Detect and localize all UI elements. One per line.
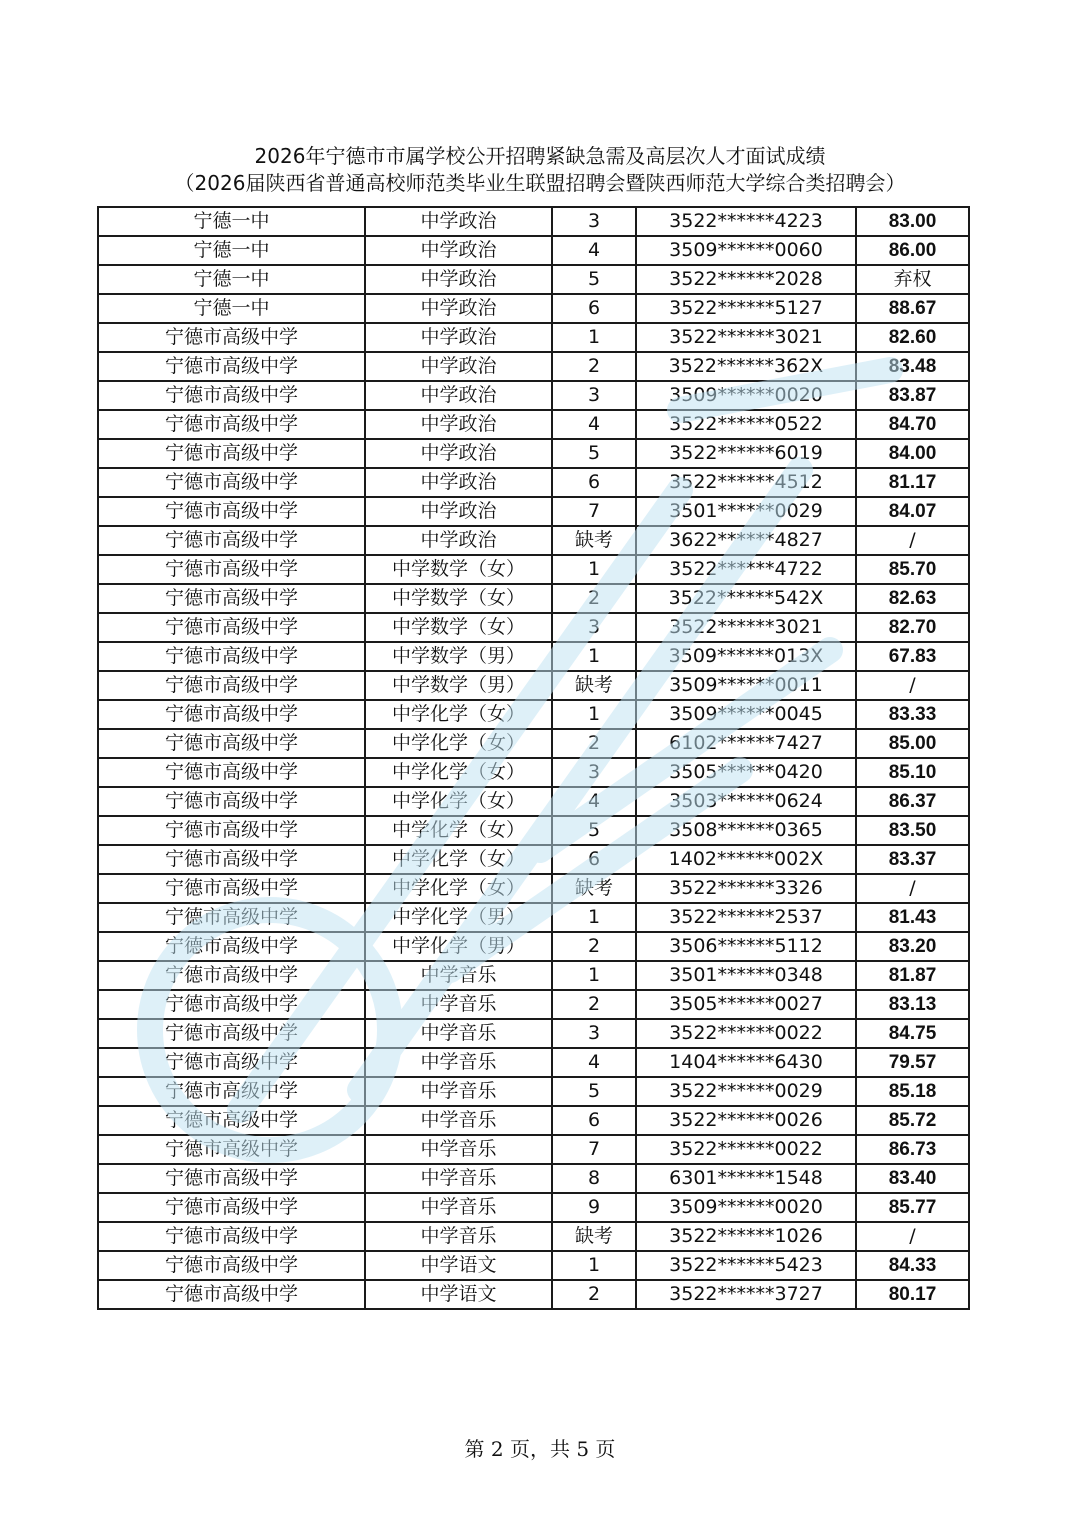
table-row: [98, 1077, 969, 1106]
cell-id-number: 3522******0522: [636, 410, 856, 439]
cell-score: /: [856, 874, 969, 903]
cell-subject: 中学政治: [365, 294, 552, 323]
table-row: [98, 990, 969, 1019]
cell-score: 83.87: [856, 381, 969, 410]
cell-subject: 中学音乐: [365, 1135, 552, 1164]
table-row: [98, 1019, 969, 1048]
cell-number: 缺考: [552, 874, 636, 903]
cell-school: 宁德市高级中学: [98, 700, 365, 729]
cell-number: 3: [552, 207, 636, 236]
cell-subject: 中学化学（女）: [365, 874, 552, 903]
cell-school: 宁德市高级中学: [98, 1164, 365, 1193]
cell-id-number: 6102******7427: [636, 729, 856, 758]
cell-subject: 中学数学（女）: [365, 613, 552, 642]
page-footer: 第 2 页，共 5 页: [464, 1437, 616, 1461]
cell-school: 宁德市高级中学: [98, 410, 365, 439]
cell-school: 宁德市高级中学: [98, 526, 365, 555]
cell-score: 83.37: [856, 845, 969, 874]
table-row: [98, 468, 969, 497]
cell-school: 宁德市高级中学: [98, 1077, 365, 1106]
cell-subject: 中学音乐: [365, 1048, 552, 1077]
cell-subject: 中学政治: [365, 439, 552, 468]
table-row: [98, 236, 969, 265]
cell-school: 宁德市高级中学: [98, 323, 365, 352]
cell-subject: 中学音乐: [365, 961, 552, 990]
table-row: [98, 294, 969, 323]
cell-score: 86.73: [856, 1135, 969, 1164]
cell-subject: 中学数学（女）: [365, 555, 552, 584]
cell-id-number: 3522******0026: [636, 1106, 856, 1135]
cell-subject: 中学化学（女）: [365, 700, 552, 729]
cell-score: 82.63: [856, 584, 969, 613]
cell-school: 宁德市高级中学: [98, 758, 365, 787]
cell-number: 7: [552, 497, 636, 526]
cell-id-number: 3522******3021: [636, 323, 856, 352]
scores-table: [97, 206, 970, 1310]
table-row: [98, 497, 969, 526]
cell-score: 85.77: [856, 1193, 969, 1222]
cell-number: 缺考: [552, 1222, 636, 1251]
cell-number: 6: [552, 1106, 636, 1135]
cell-number: 6: [552, 468, 636, 497]
cell-school: 宁德市高级中学: [98, 584, 365, 613]
table-row: [98, 555, 969, 584]
table-row: [98, 1193, 969, 1222]
cell-number: 2: [552, 729, 636, 758]
table-row: [98, 1135, 969, 1164]
cell-score: 79.57: [856, 1048, 969, 1077]
cell-score: 84.07: [856, 497, 969, 526]
cell-subject: 中学政治: [365, 381, 552, 410]
cell-school: 宁德市高级中学: [98, 1135, 365, 1164]
cell-subject: 中学数学（女）: [365, 584, 552, 613]
cell-school: 宁德市高级中学: [98, 1048, 365, 1077]
cell-subject: 中学政治: [365, 236, 552, 265]
cell-score: /: [856, 526, 969, 555]
cell-score: 85.72: [856, 1106, 969, 1135]
cell-score: /: [856, 671, 969, 700]
cell-score: 86.37: [856, 787, 969, 816]
cell-school: 宁德市高级中学: [98, 845, 365, 874]
cell-subject: 中学政治: [365, 352, 552, 381]
table-row: [98, 1164, 969, 1193]
cell-id-number: 3622******4827: [636, 526, 856, 555]
cell-id-number: 3522******5423: [636, 1251, 856, 1280]
table-row: [98, 816, 969, 845]
cell-school: 宁德市高级中学: [98, 352, 365, 381]
cell-score: 弃权: [856, 265, 969, 294]
cell-number: 4: [552, 236, 636, 265]
cell-school: 宁德市高级中学: [98, 874, 365, 903]
cell-school: 宁德一中: [98, 265, 365, 294]
cell-number: 2: [552, 352, 636, 381]
cell-id-number: 1402******002X: [636, 845, 856, 874]
cell-score: 84.00: [856, 439, 969, 468]
cell-subject: 中学音乐: [365, 990, 552, 1019]
cell-score: 85.70: [856, 555, 969, 584]
cell-school: 宁德市高级中学: [98, 787, 365, 816]
cell-subject: 中学政治: [365, 323, 552, 352]
cell-id-number: 3522******2537: [636, 903, 856, 932]
table-row: [98, 700, 969, 729]
cell-number: 5: [552, 439, 636, 468]
cell-id-number: 3509******0011: [636, 671, 856, 700]
cell-number: 5: [552, 265, 636, 294]
cell-school: 宁德市高级中学: [98, 1019, 365, 1048]
cell-score: 83.50: [856, 816, 969, 845]
table-row: [98, 584, 969, 613]
cell-id-number: 3509******0060: [636, 236, 856, 265]
cell-score: 83.48: [856, 352, 969, 381]
cell-subject: 中学化学（女）: [365, 729, 552, 758]
cell-id-number: 3522******3727: [636, 1280, 856, 1309]
cell-score: 83.40: [856, 1164, 969, 1193]
table-row: [98, 729, 969, 758]
cell-subject: 中学数学（男）: [365, 671, 552, 700]
cell-score: 82.60: [856, 323, 969, 352]
cell-score: 85.10: [856, 758, 969, 787]
page-title: 2026年宁德市市属学校公开招聘紧缺急需及高层次人才面试成绩: [254, 144, 826, 168]
cell-number: 6: [552, 845, 636, 874]
cell-number: 2: [552, 932, 636, 961]
cell-subject: 中学音乐: [365, 1106, 552, 1135]
table-row: [98, 265, 969, 294]
cell-number: 3: [552, 758, 636, 787]
cell-id-number: 3522******4223: [636, 207, 856, 236]
cell-score: 85.00: [856, 729, 969, 758]
cell-school: 宁德市高级中学: [98, 990, 365, 1019]
cell-id-number: 3501******0029: [636, 497, 856, 526]
cell-id-number: 3508******0365: [636, 816, 856, 845]
cell-id-number: 3522******5127: [636, 294, 856, 323]
cell-id-number: 3509******013X: [636, 642, 856, 671]
cell-subject: 中学语文: [365, 1251, 552, 1280]
table-row: [98, 1251, 969, 1280]
cell-number: 9: [552, 1193, 636, 1222]
cell-subject: 中学政治: [365, 207, 552, 236]
cell-score: /: [856, 1222, 969, 1251]
cell-subject: 中学政治: [365, 265, 552, 294]
cell-id-number: 3522******2028: [636, 265, 856, 294]
cell-number: 2: [552, 990, 636, 1019]
cell-id-number: 6301******1548: [636, 1164, 856, 1193]
cell-number: 3: [552, 613, 636, 642]
cell-number: 4: [552, 1048, 636, 1077]
cell-subject: 中学数学（男）: [365, 642, 552, 671]
scores-table-body: [98, 207, 969, 1309]
cell-score: 83.00: [856, 207, 969, 236]
table-row: [98, 874, 969, 903]
cell-number: 5: [552, 1077, 636, 1106]
cell-id-number: 3522******6019: [636, 439, 856, 468]
table-row: [98, 845, 969, 874]
cell-number: 7: [552, 1135, 636, 1164]
cell-subject: 中学化学（男）: [365, 903, 552, 932]
cell-id-number: 3522******0022: [636, 1135, 856, 1164]
table-row: [98, 323, 969, 352]
cell-school: 宁德市高级中学: [98, 1222, 365, 1251]
table-row: [98, 758, 969, 787]
cell-school: 宁德市高级中学: [98, 903, 365, 932]
cell-id-number: 3522******362X: [636, 352, 856, 381]
table-row: [98, 903, 969, 932]
cell-number: 4: [552, 410, 636, 439]
cell-school: 宁德市高级中学: [98, 468, 365, 497]
table-row: [98, 352, 969, 381]
cell-subject: 中学语文: [365, 1280, 552, 1309]
cell-subject: 中学政治: [365, 468, 552, 497]
cell-school: 宁德市高级中学: [98, 671, 365, 700]
cell-score: 80.17: [856, 1280, 969, 1309]
cell-number: 1: [552, 555, 636, 584]
cell-school: 宁德市高级中学: [98, 932, 365, 961]
cell-school: 宁德市高级中学: [98, 555, 365, 584]
cell-number: 1: [552, 1251, 636, 1280]
cell-subject: 中学化学（女）: [365, 845, 552, 874]
table-row: [98, 671, 969, 700]
cell-id-number: 3522******3021: [636, 613, 856, 642]
table-row: [98, 526, 969, 555]
cell-score: 81.17: [856, 468, 969, 497]
cell-school: 宁德市高级中学: [98, 613, 365, 642]
cell-number: 1: [552, 961, 636, 990]
cell-id-number: 3509******0020: [636, 1193, 856, 1222]
cell-subject: 中学政治: [365, 410, 552, 439]
cell-subject: 中学音乐: [365, 1222, 552, 1251]
table-row: [98, 961, 969, 990]
table-row: [98, 439, 969, 468]
cell-number: 6: [552, 294, 636, 323]
cell-score: 81.87: [856, 961, 969, 990]
cell-score: 85.18: [856, 1077, 969, 1106]
cell-school: 宁德一中: [98, 294, 365, 323]
table-row: [98, 207, 969, 236]
cell-school: 宁德市高级中学: [98, 381, 365, 410]
cell-id-number: 3522******3326: [636, 874, 856, 903]
cell-school: 宁德一中: [98, 236, 365, 265]
cell-id-number: 3509******0045: [636, 700, 856, 729]
cell-id-number: 3522******4512: [636, 468, 856, 497]
cell-number: 3: [552, 381, 636, 410]
cell-id-number: 3503******0624: [636, 787, 856, 816]
cell-score: 83.33: [856, 700, 969, 729]
cell-score: 67.83: [856, 642, 969, 671]
cell-id-number: 3505******0420: [636, 758, 856, 787]
cell-subject: 中学音乐: [365, 1077, 552, 1106]
table-row: [98, 613, 969, 642]
cell-number: 1: [552, 903, 636, 932]
cell-school: 宁德市高级中学: [98, 1251, 365, 1280]
cell-school: 宁德市高级中学: [98, 1106, 365, 1135]
table-row: [98, 1222, 969, 1251]
cell-number: 1: [552, 323, 636, 352]
cell-school: 宁德市高级中学: [98, 816, 365, 845]
cell-score: 82.70: [856, 613, 969, 642]
table-row: [98, 1106, 969, 1135]
table-row: [98, 932, 969, 961]
cell-id-number: 3509******0020: [636, 381, 856, 410]
cell-id-number: 3505******0027: [636, 990, 856, 1019]
cell-number: 缺考: [552, 671, 636, 700]
cell-school: 宁德市高级中学: [98, 642, 365, 671]
cell-number: 5: [552, 816, 636, 845]
cell-subject: 中学化学（女）: [365, 787, 552, 816]
cell-subject: 中学音乐: [365, 1193, 552, 1222]
cell-number: 缺考: [552, 526, 636, 555]
cell-school: 宁德市高级中学: [98, 1193, 365, 1222]
cell-id-number: 3522******542X: [636, 584, 856, 613]
cell-score: 86.00: [856, 236, 969, 265]
cell-subject: 中学化学（女）: [365, 758, 552, 787]
cell-score: 81.43: [856, 903, 969, 932]
cell-school: 宁德市高级中学: [98, 1280, 365, 1309]
cell-score: 84.70: [856, 410, 969, 439]
cell-subject: 中学化学（男）: [365, 932, 552, 961]
cell-school: 宁德一中: [98, 207, 365, 236]
cell-subject: 中学化学（女）: [365, 816, 552, 845]
cell-school: 宁德市高级中学: [98, 729, 365, 758]
cell-subject: 中学音乐: [365, 1164, 552, 1193]
cell-score: 83.20: [856, 932, 969, 961]
cell-score: 84.33: [856, 1251, 969, 1280]
cell-number: 8: [552, 1164, 636, 1193]
cell-score: 84.75: [856, 1019, 969, 1048]
cell-number: 1: [552, 642, 636, 671]
cell-id-number: 1404******6430: [636, 1048, 856, 1077]
cell-score: 83.13: [856, 990, 969, 1019]
cell-school: 宁德市高级中学: [98, 497, 365, 526]
cell-subject: 中学政治: [365, 526, 552, 555]
table-row: [98, 1280, 969, 1309]
cell-subject: 中学音乐: [365, 1019, 552, 1048]
cell-id-number: 3506******5112: [636, 932, 856, 961]
cell-number: 4: [552, 787, 636, 816]
cell-id-number: 3522******1026: [636, 1222, 856, 1251]
cell-score: 88.67: [856, 294, 969, 323]
cell-school: 宁德市高级中学: [98, 961, 365, 990]
cell-number: 2: [552, 1280, 636, 1309]
table-row: [98, 381, 969, 410]
table-row: [98, 410, 969, 439]
table-row: [98, 1048, 969, 1077]
cell-id-number: 3522******0022: [636, 1019, 856, 1048]
table-row: [98, 787, 969, 816]
cell-id-number: 3522******0029: [636, 1077, 856, 1106]
cell-number: 3: [552, 1019, 636, 1048]
cell-number: 1: [552, 700, 636, 729]
cell-school: 宁德市高级中学: [98, 439, 365, 468]
cell-number: 2: [552, 584, 636, 613]
page-subtitle: （2026届陕西省普通高校师范类毕业生联盟招聘会暨陕西师范大学综合类招聘会）: [174, 171, 906, 195]
table-row: [98, 642, 969, 671]
cell-id-number: 3522******4722: [636, 555, 856, 584]
cell-id-number: 3501******0348: [636, 961, 856, 990]
cell-subject: 中学政治: [365, 497, 552, 526]
